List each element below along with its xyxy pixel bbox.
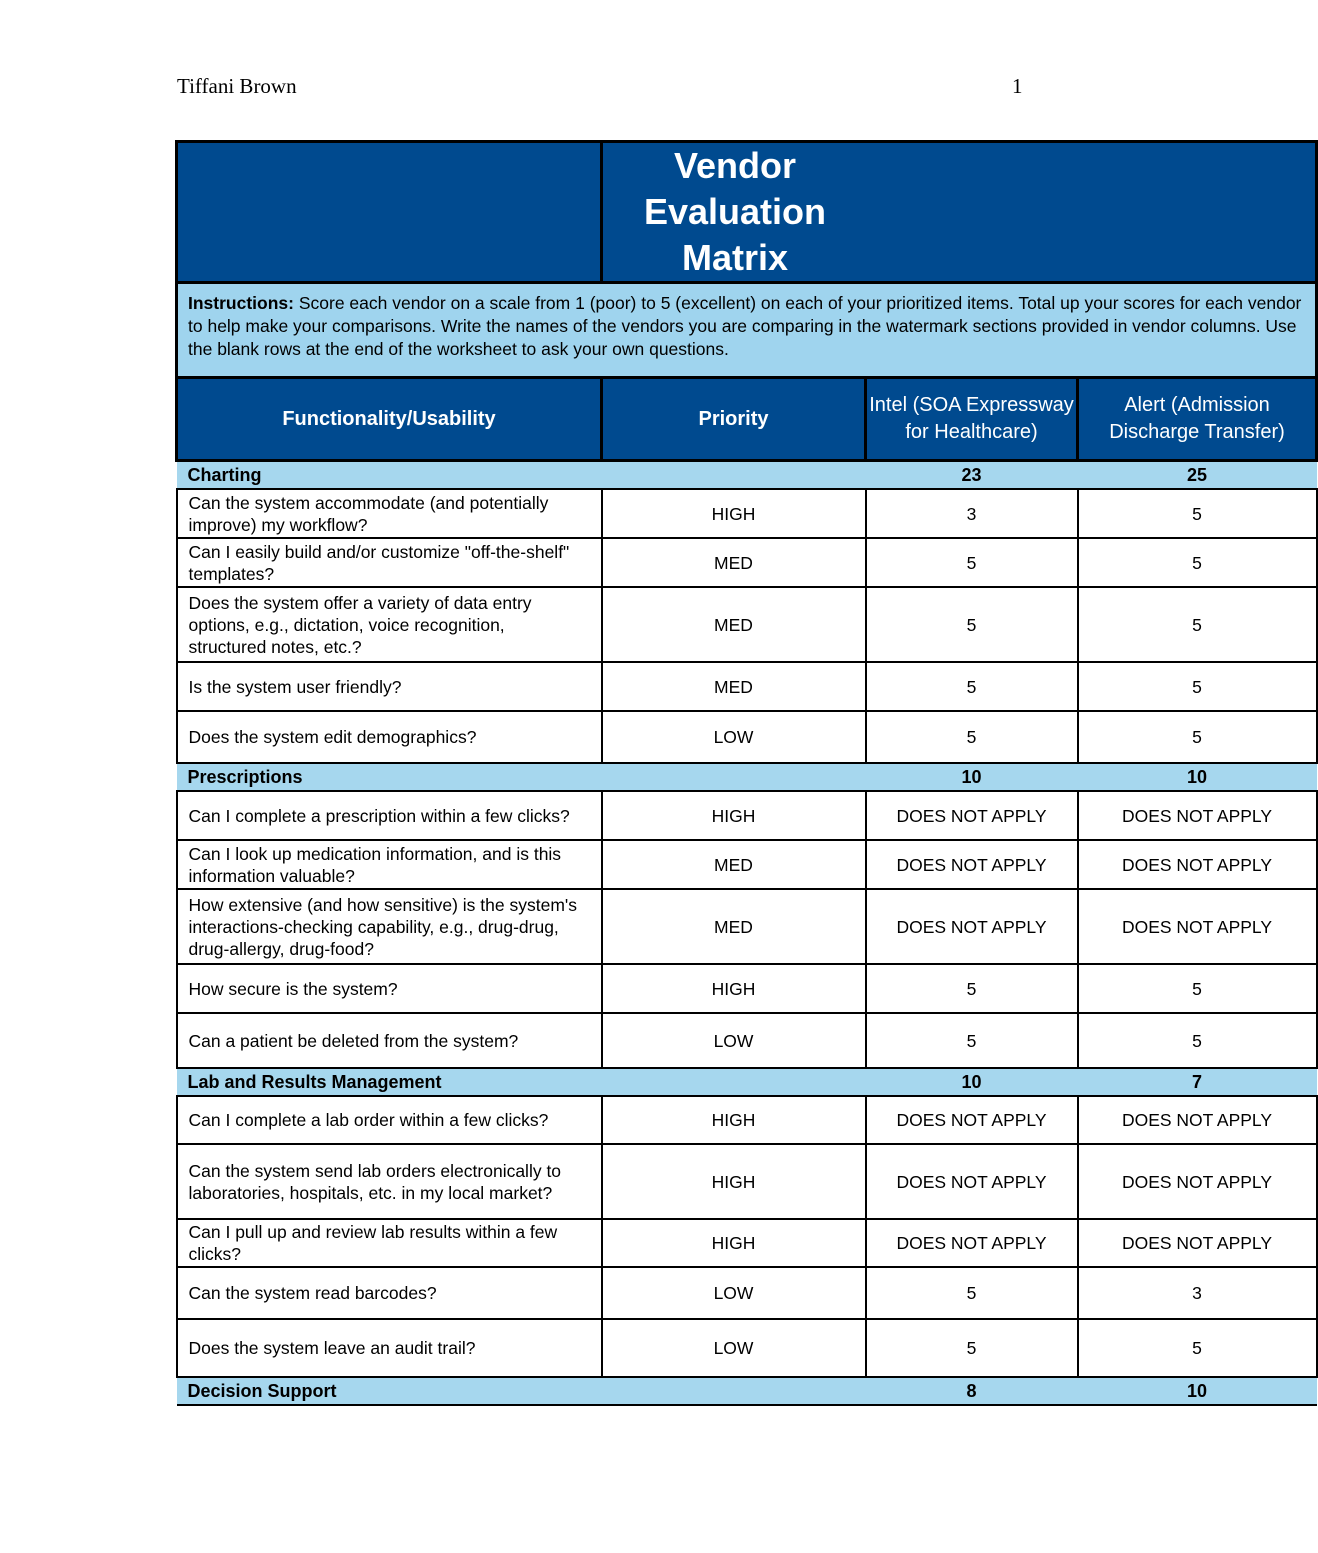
vendor-2-score: 5 [1078, 964, 1317, 1013]
section-total-vendor-2: 7 [1078, 1068, 1317, 1096]
question-text: Can I easily build and/or customize "off-the-shelf" templates? [177, 538, 602, 587]
priority-value: HIGH [602, 489, 866, 538]
section-blank [602, 461, 866, 490]
section-row [177, 1377, 1317, 1405]
vendor-1-score: DOES NOT APPLY [866, 791, 1078, 840]
section-blank [602, 1068, 866, 1096]
priority-value: LOW [602, 1267, 866, 1319]
question-text: Can the system read barcodes? [177, 1267, 602, 1319]
vendor-1-score: 5 [866, 662, 1078, 711]
priority-value: LOW [602, 1319, 866, 1377]
priority-value: HIGH [602, 1096, 866, 1144]
question-text: Can I look up medication information, and is this information valuable? [177, 840, 602, 889]
section-total-vendor-1: 10 [866, 1068, 1078, 1096]
question-row [177, 1096, 1317, 1144]
vendor-1-score: 5 [866, 587, 1078, 662]
vendor-1-score: 5 [866, 711, 1078, 763]
vendor-2-score: 5 [1078, 1013, 1317, 1068]
section-total-vendor-1: 10 [866, 763, 1078, 791]
page-number: 1 [1012, 74, 1023, 98]
title-line-2: Evaluation [643, 191, 827, 232]
question-row [177, 840, 1317, 889]
question-row [177, 1013, 1317, 1068]
vendor-2-score: 5 [1078, 538, 1317, 587]
section-total-vendor-2: 10 [1078, 1377, 1317, 1405]
col-header-vendor-2: Alert (Admission Discharge Transfer) [1078, 378, 1317, 461]
question-text: Does the system edit demographics? [177, 711, 602, 763]
question-text: Can the system accommodate (and potentially improve) my workflow? [177, 489, 602, 538]
priority-value: MED [602, 587, 866, 662]
priority-value: LOW [602, 1013, 866, 1068]
priority-value: HIGH [602, 791, 866, 840]
priority-value: MED [602, 662, 866, 711]
question-row [177, 889, 1317, 964]
column-header-row [177, 378, 1317, 461]
question-row [177, 538, 1317, 587]
vendor-1-score: 5 [866, 964, 1078, 1013]
title-row [177, 142, 1317, 283]
vendor-2-score: DOES NOT APPLY [1078, 840, 1317, 889]
vendor-1-score: DOES NOT APPLY [866, 889, 1078, 964]
vendor-1-score: 3 [866, 489, 1078, 538]
vendor-2-score: DOES NOT APPLY [1078, 1144, 1317, 1219]
vendor-1-score: 5 [866, 538, 1078, 587]
question-row [177, 587, 1317, 662]
vendor-evaluation-matrix [175, 140, 1302, 1401]
question-row [177, 1144, 1317, 1219]
col-header-priority: Priority [602, 378, 866, 461]
vendor-2-score: 5 [1078, 587, 1317, 662]
vendor-1-score: DOES NOT APPLY [866, 1096, 1078, 1144]
section-name: Prescriptions [177, 763, 602, 791]
question-row [177, 1319, 1317, 1377]
priority-value: HIGH [602, 1144, 866, 1219]
vendor-2-score: DOES NOT APPLY [1078, 1096, 1317, 1144]
vendor-2-score: DOES NOT APPLY [1078, 889, 1317, 964]
question-text: Is the system user friendly? [177, 662, 602, 711]
question-row [177, 791, 1317, 840]
priority-value: MED [602, 840, 866, 889]
vendor-2-score: 5 [1078, 1319, 1317, 1377]
section-total-vendor-2: 10 [1078, 763, 1317, 791]
instructions-text: Score each vendor on a scale from 1 (poor) to 5 (excellent) on each of your prioritized items. Total up your scores for each vendor to help make your comparisons. Write the names of the vendors you are comparing in the watermark sections provided in vendor columns. Use the blank rows at the end of the worksheet to ask your own questions. [188, 293, 1302, 359]
title-blank-cell [177, 142, 602, 283]
vendor-2-score: DOES NOT APPLY [1078, 791, 1317, 840]
vendor-1-score: 5 [866, 1319, 1078, 1377]
col-header-vendor-1: Intel (SOA Expressway for Healthcare) [866, 378, 1078, 461]
question-text: Can a patient be deleted from the system? [177, 1013, 602, 1068]
section-row [177, 1068, 1317, 1096]
section-row [177, 461, 1317, 490]
question-text: Can I pull up and review lab results within a few clicks? [177, 1219, 602, 1267]
section-total-vendor-1: 23 [866, 461, 1078, 490]
question-text: Can the system send lab orders electronically to laboratories, hospitals, etc. in my local market? [177, 1144, 602, 1219]
priority-value: HIGH [602, 1219, 866, 1267]
question-row [177, 1267, 1317, 1319]
question-text: Can I complete a prescription within a few clicks? [177, 791, 602, 840]
question-text: How secure is the system? [177, 964, 602, 1013]
question-text: Can I complete a lab order within a few clicks? [177, 1096, 602, 1144]
header-author: Tiffani Brown [177, 74, 297, 98]
vendor-2-score: 5 [1078, 711, 1317, 763]
section-name: Charting [177, 461, 602, 490]
question-text: Does the system offer a variety of data entry options, e.g., dictation, voice recognition, structured notes, etc.? [177, 587, 602, 662]
priority-value: LOW [602, 711, 866, 763]
vendor-2-score: 3 [1078, 1267, 1317, 1319]
title-line-3: Matrix [681, 237, 789, 278]
title-line-1: Vendor [673, 145, 797, 186]
question-row [177, 964, 1317, 1013]
col-header-functionality: Functionality/Usability [177, 378, 602, 461]
section-name: Lab and Results Management [177, 1068, 602, 1096]
question-text: Does the system leave an audit trail? [177, 1319, 602, 1377]
instructions-label: Instructions: [188, 293, 294, 313]
vendor-2-score: 5 [1078, 489, 1317, 538]
question-row [177, 489, 1317, 538]
vendor-1-score: DOES NOT APPLY [866, 840, 1078, 889]
section-name: Decision Support [177, 1377, 602, 1405]
vendor-2-score: DOES NOT APPLY [1078, 1219, 1317, 1267]
instructions-row [177, 283, 1317, 378]
priority-value: MED [602, 889, 866, 964]
matrix-title [602, 142, 1317, 283]
question-row [177, 662, 1317, 711]
priority-value: MED [602, 538, 866, 587]
section-total-vendor-1: 8 [866, 1377, 1078, 1405]
section-row [177, 763, 1317, 791]
priority-value: HIGH [602, 964, 866, 1013]
section-blank [602, 1377, 866, 1405]
vendor-1-score: DOES NOT APPLY [866, 1219, 1078, 1267]
instructions [177, 283, 1317, 378]
vendor-1-score: 5 [866, 1013, 1078, 1068]
question-row [177, 711, 1317, 763]
vendor-2-score: 5 [1078, 662, 1317, 711]
section-blank [602, 763, 866, 791]
matrix-table [175, 140, 1318, 1406]
question-row [177, 1219, 1317, 1267]
question-text: How extensive (and how sensitive) is the system's interactions-checking capability, e.g., drug-drug, drug-allergy, drug-food? [177, 889, 602, 964]
vendor-1-score: DOES NOT APPLY [866, 1144, 1078, 1219]
section-total-vendor-2: 25 [1078, 461, 1317, 490]
vendor-1-score: 5 [866, 1267, 1078, 1319]
